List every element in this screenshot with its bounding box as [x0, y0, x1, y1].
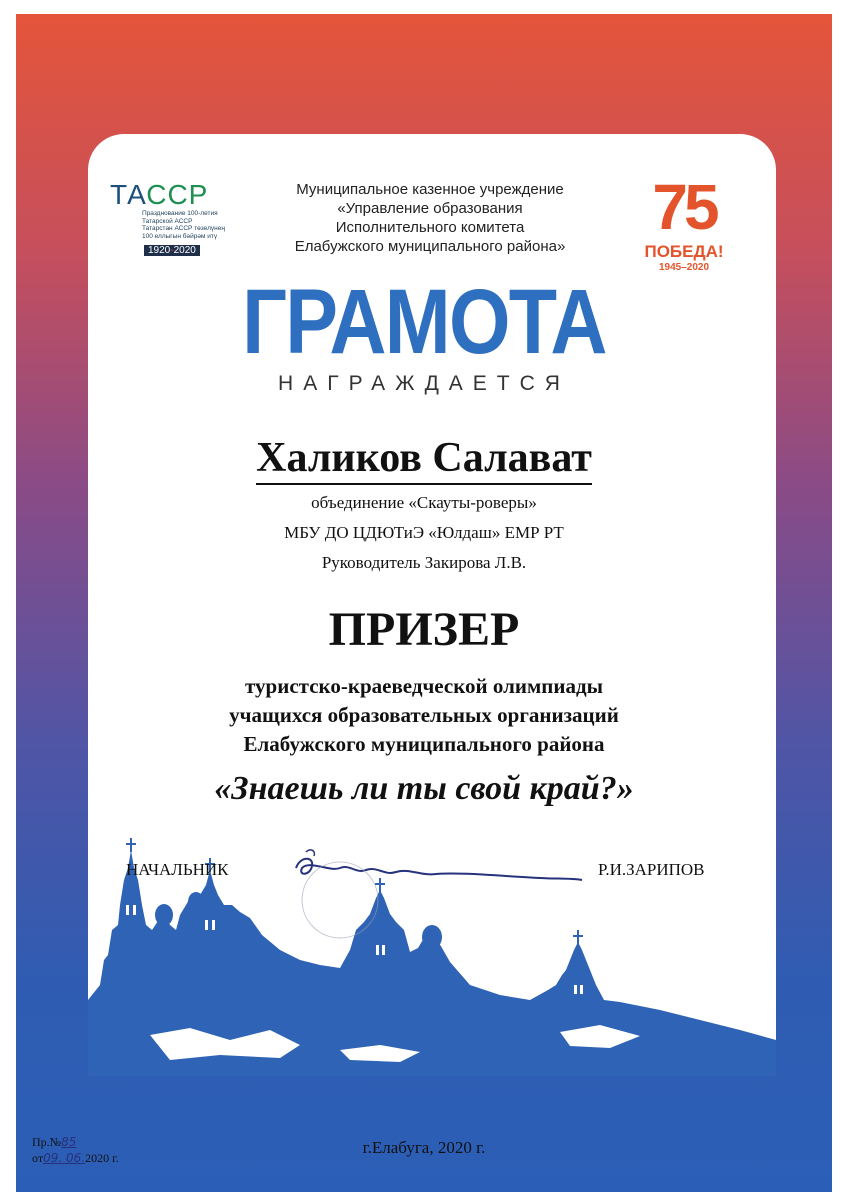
- affiliation-line-1: объединение «Скауты-роверы»: [311, 493, 537, 512]
- prize-title: ПРИЗЕР: [328, 603, 520, 656]
- event-line-2: учащихся образовательных организаций: [229, 703, 619, 727]
- event-line-1: туристско-краеведческой олимпиады: [245, 674, 603, 698]
- logo-name-part1: ТА: [110, 179, 147, 210]
- awarded-label: НАГРАЖДАЕТСЯ: [278, 372, 570, 395]
- logo-line-4: 100 еллыгын бәйрәм итү: [142, 232, 218, 240]
- signature-position: НАЧАЛЬНИК: [126, 860, 229, 879]
- logo-line-3: Татарстан АССР төзелүнең: [142, 225, 225, 232]
- event-name: «Знаешь ли ты свой край?»: [214, 770, 634, 807]
- order-number-label: Пр.№: [32, 1135, 62, 1149]
- logo-line-1: Празднование 100-летия: [142, 210, 218, 217]
- institution-line-2: «Управление образования: [337, 200, 523, 217]
- place-and-year: г.Елабуга, 2020 г.: [362, 1138, 486, 1157]
- logo-name-part2: ССР: [146, 179, 209, 210]
- institution-line-4: Елабужского муниципального района»: [294, 238, 566, 255]
- order-date-label: от: [32, 1151, 44, 1165]
- logo-years: 1920-2020: [144, 245, 200, 256]
- affiliation-line-2: МБУ ДО ЦДЮТиЭ «Юлдаш» ЕМР РТ: [284, 523, 564, 542]
- victory-number: 75: [652, 171, 716, 243]
- affiliation-line-3: Руководитель Закирова Л.В.: [321, 553, 527, 572]
- order-year: 2020 г.: [85, 1151, 119, 1165]
- victory-word: ПОБЕДА!: [644, 242, 724, 261]
- institution-line-1: Муниципальное казенное учреждение: [296, 181, 564, 198]
- recipient-name: Халиков Салават: [0, 434, 848, 482]
- certificate-title: ГРАМОТА: [242, 271, 606, 373]
- logo-line-2: Татарской АССР: [142, 217, 193, 225]
- order-date-value: 09. 06.: [43, 1151, 86, 1165]
- signatory-name: Р.И.ЗАРИПОВ: [598, 860, 705, 879]
- order-number-value: 85: [61, 1135, 77, 1149]
- victory-years: 1945–2020: [658, 262, 710, 273]
- event-line-3: Елабужского муниципального района: [243, 732, 605, 756]
- institution-line-3: Исполнительного комитета: [335, 219, 525, 236]
